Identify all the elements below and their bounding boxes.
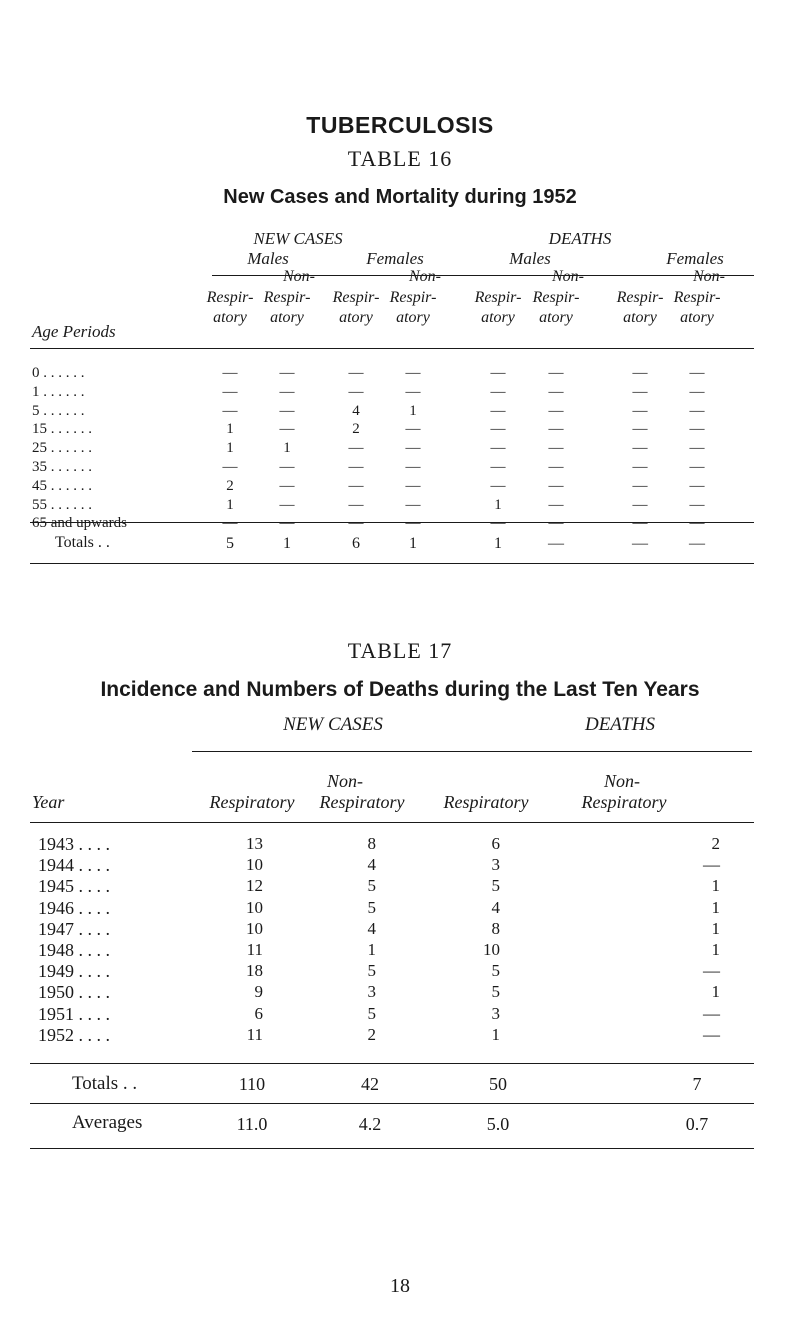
table16-cell: 1	[226, 421, 234, 438]
table17-cell: 13	[246, 834, 263, 853]
table17-column-header: Non-	[327, 771, 363, 791]
table17-year: 1950 . . . .	[38, 982, 110, 1003]
table16-cell: —	[405, 496, 421, 513]
table17-cell: 6	[254, 1003, 263, 1023]
table16-cell: 1	[409, 402, 417, 419]
table16-age-period: 65 and upwards	[32, 515, 127, 532]
table17-average-cell: 11.0	[236, 1114, 268, 1134]
table17-cell: 1	[711, 918, 720, 938]
table17-rule-top	[192, 751, 752, 752]
table16-total-cell: —	[632, 535, 648, 552]
table16-cell: —	[222, 459, 238, 475]
table16-cell: —	[490, 459, 506, 475]
table16-cell: —	[490, 402, 506, 419]
table16-group-new-cases: NEW CASES	[253, 229, 343, 248]
table17-row-header: Year	[32, 792, 65, 812]
table16-column-header: Respir-	[474, 289, 522, 306]
table17-column-header: Non-	[604, 771, 640, 791]
table16-total-cell: 1	[494, 535, 502, 552]
table16-cell: —	[632, 477, 648, 494]
table17-cell: 5	[367, 876, 376, 896]
table17-totals-label: Totals . .	[72, 1073, 138, 1094]
table16-cell: —	[405, 421, 421, 438]
table16-group-deaths: DEATHS	[548, 229, 612, 248]
table16-cell: —	[279, 496, 295, 513]
table16-cell: —	[632, 421, 648, 438]
table16-column-header: atory	[623, 309, 657, 326]
table16-cell: —	[689, 440, 705, 457]
table16-age-period: 1 . . . . . .	[32, 383, 85, 400]
table17-cell: 3	[491, 1003, 500, 1023]
table16-rule-header	[30, 348, 754, 349]
table16-column-header: Non-	[283, 268, 315, 285]
table16-age-period: 55 . . . . . .	[32, 496, 92, 513]
table17-cell: 11	[246, 1024, 263, 1044]
table17-column-header: Respiratory	[319, 792, 405, 812]
table17-rule-bottom	[30, 1148, 754, 1149]
table16-cell: —	[348, 515, 364, 532]
table16-cell: —	[689, 477, 705, 494]
table16-cell: —	[405, 515, 421, 532]
table17-cell: 4	[367, 918, 376, 938]
table16-column-header: Respir-	[263, 289, 311, 306]
table17-cell: 5	[367, 1003, 376, 1023]
table16-cell: —	[689, 402, 705, 419]
table16-cell: —	[548, 440, 564, 457]
table17-cell: 1	[711, 897, 720, 917]
table17-rule-totals	[30, 1063, 754, 1064]
table16-cell: —	[405, 477, 421, 494]
table16-column-header: atory	[539, 309, 573, 326]
table16-column-header: Respir-	[673, 289, 721, 306]
table16-cell: —	[348, 459, 364, 475]
table16-cell: —	[222, 383, 238, 400]
table16-cell: —	[490, 515, 506, 532]
table16-cell: —	[548, 365, 564, 381]
table16-row-header: Age Periods	[32, 322, 116, 341]
table16-cell: —	[405, 383, 421, 400]
page-number: 18	[390, 1275, 410, 1297]
table17-year: 1944 . . . .	[38, 855, 110, 876]
table16-cell: 2	[352, 421, 360, 438]
table16-cell: —	[548, 496, 564, 513]
table17-cell: 18	[246, 961, 263, 981]
table16-age-period: 45 . . . . . .	[32, 477, 92, 494]
table16-age-period: 25 . . . . . .	[32, 440, 92, 457]
table16-column-header: atory	[481, 309, 515, 326]
table16-sex-header: Males	[247, 249, 289, 268]
table16-column-header: atory	[270, 309, 304, 326]
table17-group-deaths: DEATHS	[584, 714, 656, 735]
table17-year: 1948 . . . .	[38, 940, 110, 960]
table16-cell: —	[689, 383, 705, 400]
table17-cell: —	[703, 1003, 720, 1023]
table17-cell: —	[703, 855, 720, 875]
table16-age-period: 35 . . . . . .	[32, 459, 92, 475]
table16-column-header: Respir-	[532, 289, 580, 306]
table17-cell: 5	[367, 961, 376, 981]
table16-column-header: atory	[339, 309, 373, 326]
page-heading: TUBERCULOSIS	[306, 112, 494, 138]
table16-column-header: Respir-	[206, 289, 254, 306]
table17-year: 1951 . . . .	[38, 1003, 110, 1024]
table17-total-cell: 110	[238, 1074, 266, 1094]
table17-total-cell: 42	[361, 1074, 379, 1094]
table16-cell: —	[689, 496, 705, 513]
table17-column-header: Respiratory	[443, 792, 529, 812]
table17-column-header: Respiratory	[581, 792, 667, 812]
table16-cell: —	[222, 402, 238, 419]
table16-cell: —	[632, 459, 648, 475]
table16-cell: —	[548, 515, 564, 532]
table16-column-header: Respir-	[332, 289, 380, 306]
table17-year: 1952 . . . .	[38, 1024, 110, 1045]
table16-cell: —	[632, 365, 648, 381]
table16-cell: —	[548, 402, 564, 419]
table17-cell: 2	[711, 834, 720, 853]
table16-cell: —	[279, 459, 295, 475]
table16-cell: —	[279, 402, 295, 419]
table17-cell: 3	[491, 855, 500, 875]
table16-cell: —	[689, 365, 705, 381]
table17-cell: 1	[711, 940, 720, 959]
table16-column-header: atory	[396, 309, 430, 326]
table16-cell: —	[279, 477, 295, 494]
table16-cell: —	[490, 440, 506, 457]
table16-cell: —	[632, 496, 648, 513]
table17-year: 1945 . . . .	[38, 876, 110, 897]
table16-cell: —	[279, 421, 295, 438]
table16-column-header: Non-	[552, 268, 584, 285]
table17-average-cell: 5.0	[486, 1114, 510, 1134]
table16-age-period: 0 . . . . . .	[32, 365, 85, 381]
table17-cell: 5	[367, 897, 376, 917]
table16-column-header: Non-	[693, 268, 725, 285]
table16-sex-header: Males	[509, 249, 551, 268]
table16-sex-header: Females	[366, 249, 424, 268]
table16-cell: —	[405, 365, 421, 381]
table17-year: 1943 . . . .	[38, 834, 110, 854]
table17-cell: —	[703, 961, 720, 981]
table16-cell: —	[279, 365, 295, 381]
table17-label: TABLE 17	[347, 638, 453, 663]
table16-sex-header: Females	[666, 249, 724, 268]
table16-total-cell: 1	[409, 535, 417, 552]
table16-totals-label: Totals . .	[55, 534, 110, 551]
table16-total-cell: —	[548, 535, 564, 552]
table17-total-cell: 50	[489, 1074, 507, 1094]
table16-cell: —	[632, 383, 648, 400]
table16-cell: —	[548, 477, 564, 494]
table16-cell: —	[689, 421, 705, 438]
table17-cell: 3	[367, 982, 376, 1002]
table16-cell: —	[405, 440, 421, 457]
table17-column-header: Respiratory	[209, 792, 295, 812]
table16-label: TABLE 16	[347, 146, 453, 171]
table17-averages-label: Averages	[72, 1112, 143, 1133]
table17-cell: 11	[246, 940, 263, 959]
table16-total-cell: 1	[283, 535, 291, 552]
table17-cell: 5	[491, 982, 500, 1002]
table17-cell: 9	[254, 982, 263, 1002]
table16-cell: —	[348, 383, 364, 400]
table16-cell: 2	[226, 477, 234, 494]
table16-cell: —	[548, 459, 564, 475]
table16-total-cell: —	[689, 535, 705, 552]
table17-year: 1949 . . . .	[38, 961, 110, 982]
table17-cell: 10	[483, 940, 500, 959]
table17-year: 1947 . . . .	[38, 918, 110, 939]
table16-cell: —	[490, 365, 506, 381]
table17-cell: 2	[367, 1024, 376, 1044]
table16-cell: —	[348, 477, 364, 494]
table17-group-new-cases: NEW CASES	[283, 714, 383, 735]
table16-column-header: Respir-	[389, 289, 437, 306]
table16-cell: 1	[226, 440, 234, 457]
table17-year: 1946 . . . .	[38, 897, 110, 918]
table17-cell: 12	[246, 876, 263, 896]
table17-cell: 1	[711, 982, 720, 1002]
table17-cell: 5	[491, 876, 500, 896]
table16-column-header: Respir-	[616, 289, 664, 306]
table16-rule-bottom	[30, 563, 754, 564]
table17-cell: —	[703, 1024, 720, 1044]
table17-cell: 6	[491, 834, 500, 853]
table16-cell: —	[222, 365, 238, 381]
table16-cell: 1	[226, 496, 234, 513]
table17-cell: 10	[246, 918, 263, 938]
table16-column-header: atory	[680, 309, 714, 326]
table17-cell: 1	[491, 1024, 500, 1044]
table17-cell: 1	[367, 940, 376, 959]
table16-age-period: 5 . . . . . .	[32, 402, 85, 419]
table16-rule-totals	[30, 522, 754, 523]
table17-cell: 5	[491, 961, 500, 981]
table16-cell: —	[548, 383, 564, 400]
table17-cell: 8	[367, 834, 376, 853]
table16-cell: —	[490, 383, 506, 400]
table16-age-period: 15 . . . . . .	[32, 421, 92, 438]
table16-cell: —	[689, 459, 705, 475]
table16-column-header: Non-	[409, 268, 441, 285]
table17-average-cell: 4.2	[358, 1114, 382, 1134]
table17-title: Incidence and Numbers of Deaths during the Last Ten Years	[100, 678, 700, 701]
table16-total-cell: 5	[226, 535, 234, 552]
table16-cell: —	[632, 515, 648, 532]
table16-total-cell: 6	[352, 535, 360, 552]
table16-column-header: atory	[213, 309, 247, 326]
table16-cell: —	[548, 421, 564, 438]
table16-cell: —	[348, 440, 364, 457]
table17-cell: 8	[491, 918, 500, 938]
table17-cell: 4	[367, 855, 376, 875]
table16-cell: —	[632, 440, 648, 457]
table17-total-cell: 7	[692, 1074, 702, 1094]
table16-cell: —	[490, 477, 506, 494]
table17-rule-averages	[30, 1103, 754, 1104]
table17-rule-header	[30, 822, 754, 823]
table16-cell: —	[632, 402, 648, 419]
table16-cell: —	[348, 365, 364, 381]
table16-cell: —	[279, 515, 295, 532]
table16-cell: —	[689, 515, 705, 532]
table16-cell: 1	[283, 440, 291, 457]
table16-title: New Cases and Mortality during 1952	[223, 186, 577, 208]
table17-cell: 4	[491, 897, 500, 917]
table17-average-cell: 0.7	[685, 1114, 709, 1134]
table16-cell: —	[490, 421, 506, 438]
table16-cell: —	[222, 515, 238, 532]
table16-cell: 4	[352, 402, 360, 419]
table17-cell: 10	[246, 855, 263, 875]
table17-cell: 1	[711, 876, 720, 896]
table16-cell: —	[405, 459, 421, 475]
table17-cell: 10	[246, 897, 263, 917]
table16-cell: —	[348, 496, 364, 513]
table16-cell: 1	[494, 496, 502, 513]
table16-cell: —	[279, 383, 295, 400]
